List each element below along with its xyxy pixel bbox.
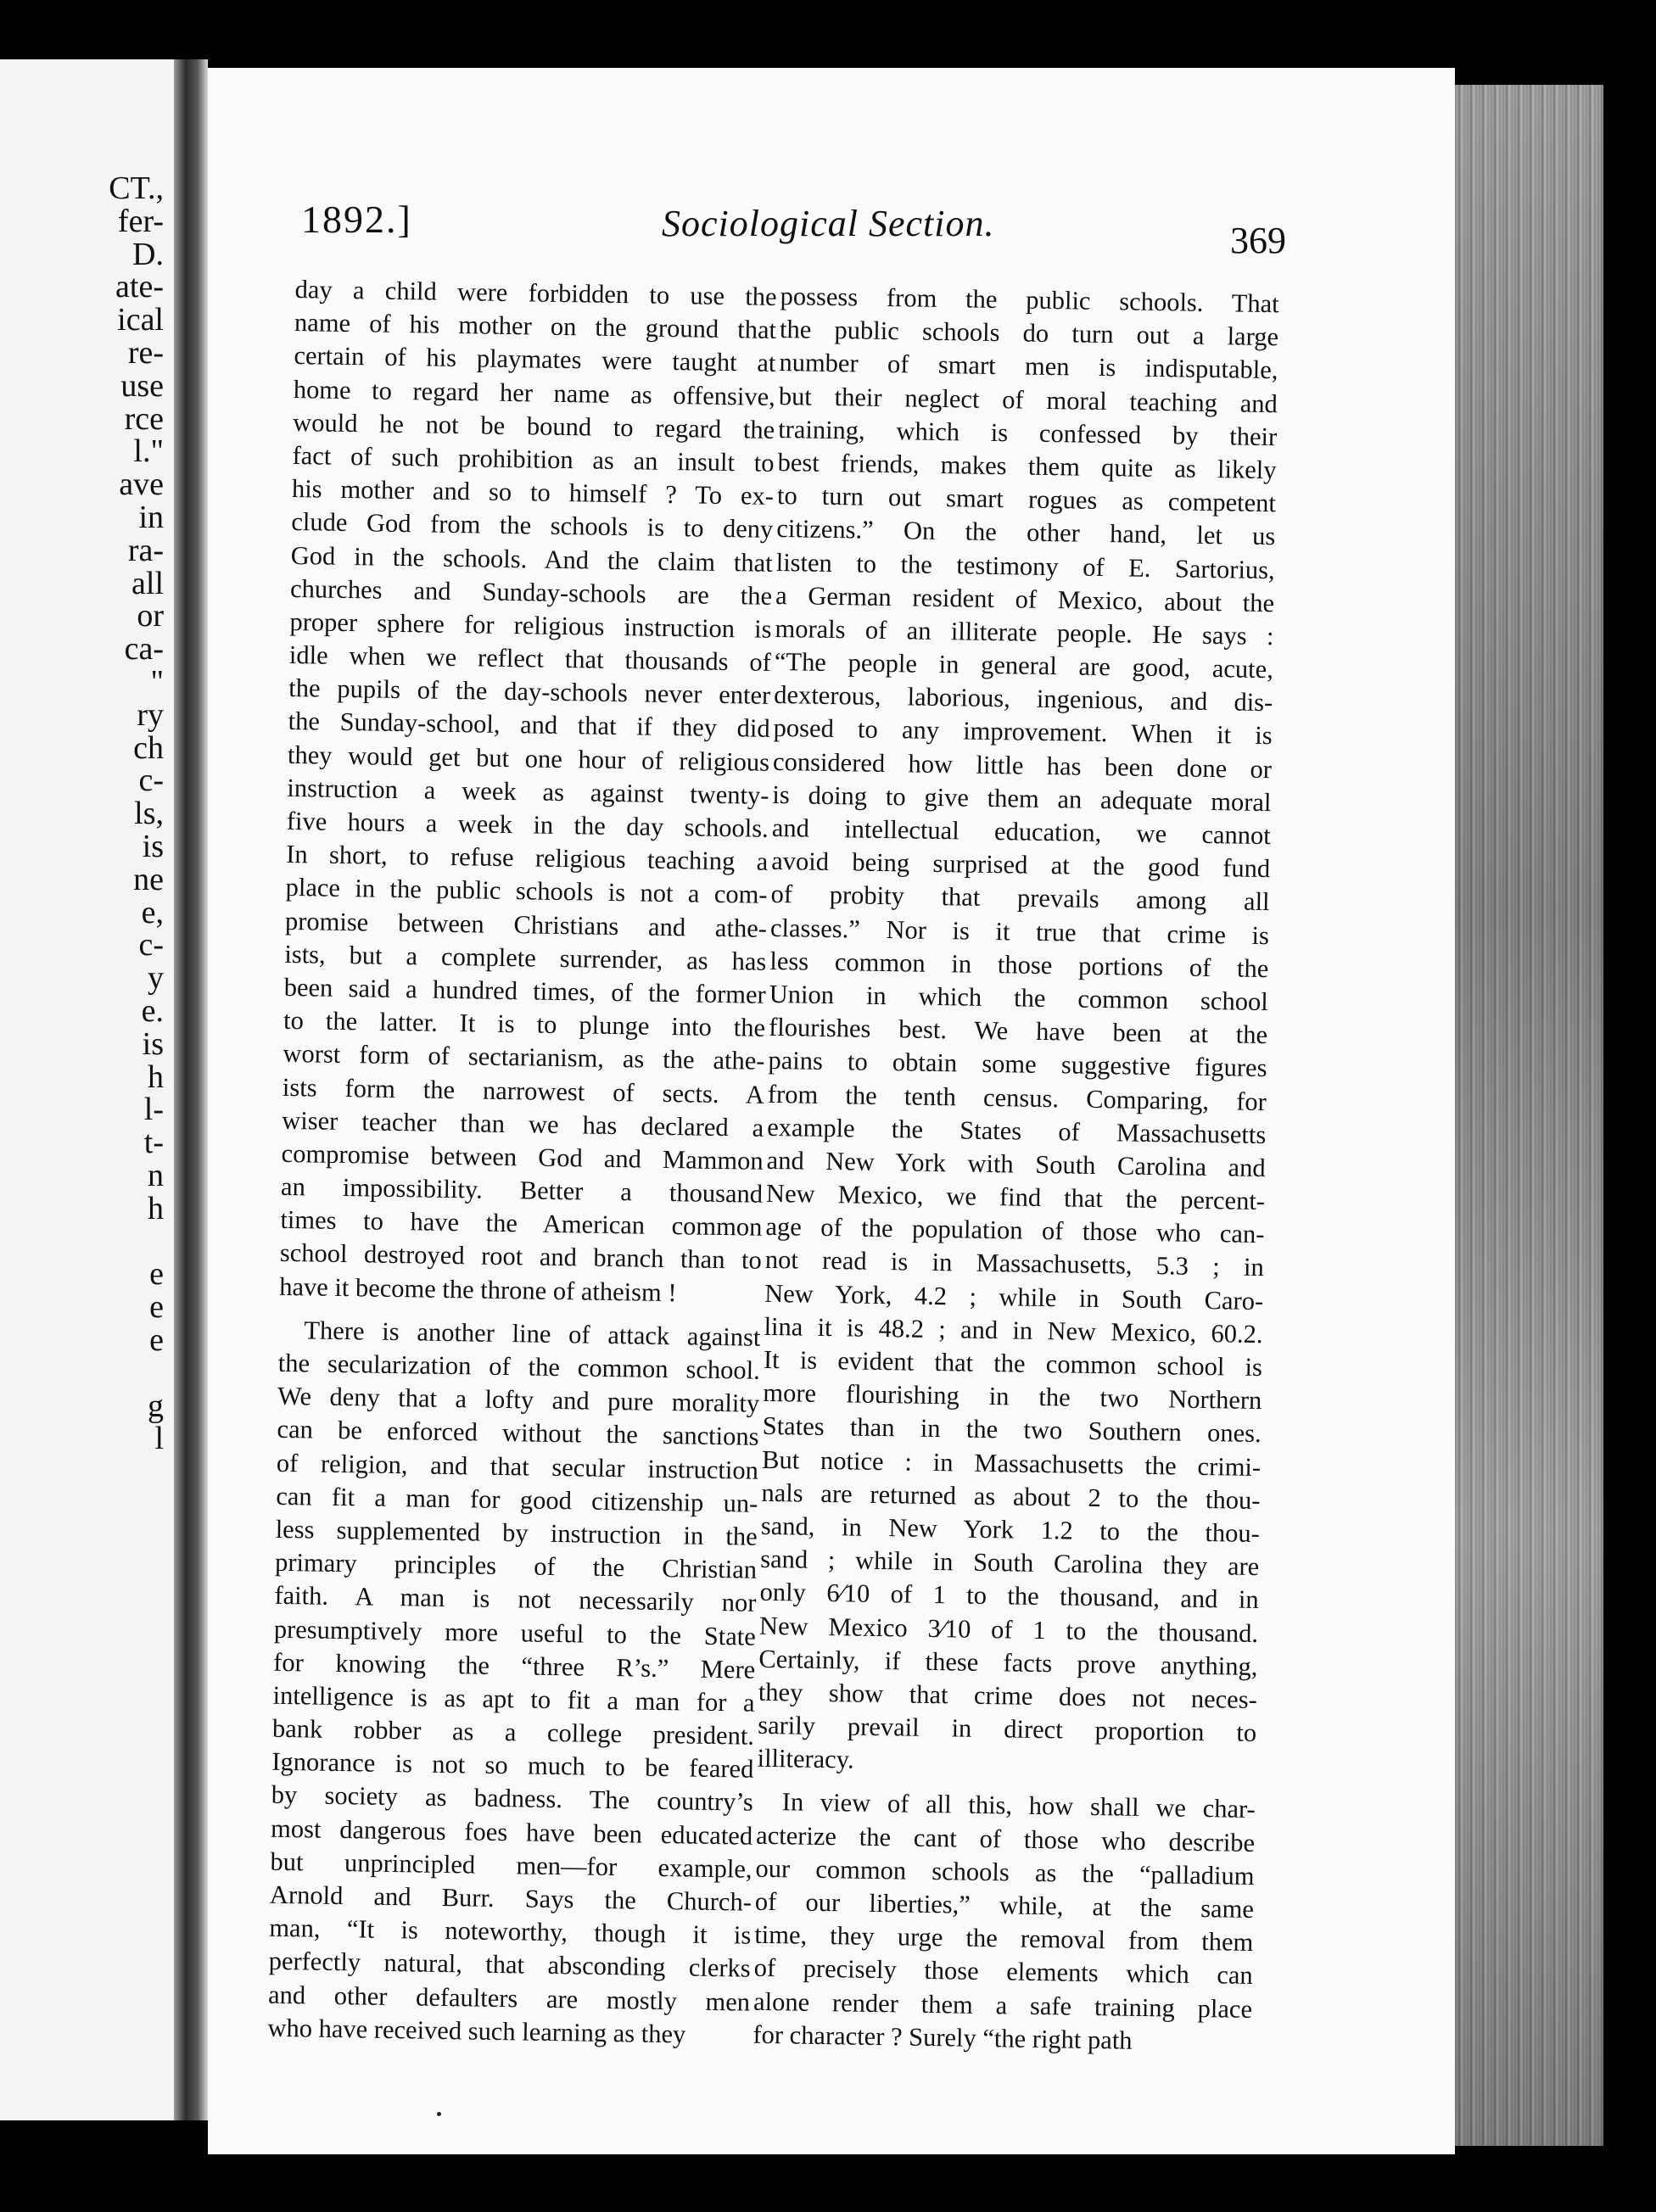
text-line: idle when we reflect that thousands of	[288, 640, 772, 677]
text-line: proper sphere for religious instruction is	[289, 606, 772, 644]
left-page-fragment: re-	[127, 335, 164, 371]
text-line: of our liberties,” while, at the same	[754, 1886, 1255, 1924]
text-line: five hours a week in the day schools.	[286, 806, 769, 843]
left-page-fragment: e,	[141, 894, 164, 930]
text-line: less supplemented by instruction in the	[275, 1514, 758, 1551]
ink-speck	[437, 2112, 441, 2116]
left-page-fragment: or	[137, 598, 164, 634]
text-line: but unprincipled men—for example,	[270, 1846, 752, 1884]
text-line: is doing to give them an adequate moral	[772, 779, 1272, 817]
text-line: training, which is confessed by their	[777, 414, 1278, 451]
running-head-title: Sociological Section.	[662, 203, 995, 244]
text-line: would he not be bound to regard the	[292, 407, 775, 444]
text-line: lina it is 48.2 ; and in New Mexico, 60.2.	[764, 1311, 1263, 1349]
text-line: fact of such prohibition as an insult to	[292, 440, 775, 478]
text-line: times to have the American common	[280, 1205, 763, 1243]
text-line: for character ? Surely “the right path	[752, 2019, 1133, 2055]
left-page-fragment: CT.,	[109, 170, 164, 206]
text-line: have it become the throne of atheism !	[278, 1271, 677, 1307]
text-line: Union in which the common school	[769, 979, 1268, 1017]
left-page-fragment: ical	[117, 302, 164, 338]
text-line: “The people in general are good, acute,	[774, 647, 1274, 684]
left-page-fragment: D.	[132, 236, 164, 272]
text-line: listen to the testimony of E. Sartorius,	[775, 547, 1275, 584]
text-line: by society as badness. The country’s	[271, 1780, 754, 1818]
text-line: certain of his playmates were taught at	[294, 341, 776, 378]
text-line: example the States of Massachusetts	[767, 1112, 1267, 1149]
left-page-fragment: e.	[141, 993, 164, 1029]
text-line: the public schools do turn out a large	[779, 315, 1279, 352]
text-line: and other defaulters are mostly men	[267, 1980, 751, 2017]
text-line: Certainly, if these facts prove anything,	[758, 1644, 1258, 1681]
text-line: There is another line of attack against	[304, 1315, 761, 1352]
left-page-fragment: all	[131, 565, 164, 601]
text-line: place in the public schools is not a com-	[285, 873, 768, 910]
text-line: our common schools as the “palladium	[755, 1853, 1255, 1891]
text-line: time, they urge the removal from them	[754, 1919, 1254, 1958]
text-line: promise between Christians and athe-	[284, 906, 768, 943]
text-line: for knowing the “three R’s.” Mere	[273, 1647, 756, 1684]
text-line: flourishes best. We have been at the	[768, 1013, 1268, 1050]
text-line: States than in the two Southern ones.	[762, 1411, 1262, 1449]
text-line: sand, in New York 1.2 to the thou-	[760, 1511, 1261, 1548]
text-line: the pupils of the day-schools never enter	[288, 673, 771, 711]
left-facing-page	[0, 59, 174, 2120]
left-page-fragment: rce	[124, 400, 164, 437]
text-line: ists form the narrowest of sects. A	[282, 1072, 765, 1109]
text-line: but their neglect of moral teaching and	[778, 381, 1278, 418]
left-page-fragment: c-	[138, 762, 164, 799]
text-column-left	[267, 273, 777, 2053]
page-number: 369	[1230, 220, 1286, 261]
text-line: classes.” Nor is it true that crime is	[769, 913, 1270, 950]
text-line: best friends, makes them quite as likely	[777, 447, 1277, 485]
left-page-fragment: l-	[143, 1092, 164, 1128]
text-line: from the tenth census. Comparing, for	[767, 1079, 1267, 1116]
left-page-fragment: h	[148, 1059, 164, 1095]
text-line: morals of an illiterate people. He says :	[775, 613, 1274, 651]
text-line: alone render them a safe training place	[752, 1986, 1253, 2024]
book-gutter	[174, 59, 208, 2120]
text-line: sand ; while in South Carolina they are	[760, 1544, 1260, 1582]
text-line: New Mexico 3⁄10 of 1 to the thousand.	[758, 1611, 1259, 1648]
text-line: compromise between God and Mammon	[281, 1138, 764, 1176]
left-page-fragment: fer-	[117, 203, 164, 239]
text-line: wiser teacher than we has declared a	[282, 1105, 764, 1142]
text-line: dexterous, laborious, ingenious, and dis-	[774, 680, 1273, 718]
text-line: age of the population of those who can-	[765, 1212, 1265, 1249]
text-column-right	[752, 280, 1279, 2059]
text-line: they would get but one hour of religious	[287, 740, 770, 777]
left-page-fragment: y	[148, 960, 164, 997]
text-line: avoid being surprised at the good fund	[770, 846, 1271, 884]
text-line: It is evident that the common school is	[763, 1344, 1263, 1382]
text-line: the secularization of the common school.	[277, 1348, 761, 1385]
left-page-fragment: l."	[133, 433, 164, 470]
text-line: of precisely those elements which can	[753, 1953, 1253, 1991]
left-page-fragment: in	[138, 500, 164, 535]
text-line: worst form of sectarianism, as the athe-	[283, 1039, 765, 1076]
left-page-fragment: use	[120, 367, 164, 404]
text-line: school destroyed root and branch than to	[279, 1238, 763, 1276]
text-line: New York, 4.2 ; while in South Caro-	[764, 1278, 1264, 1315]
text-line: God in the schools. And the claim that	[290, 540, 773, 578]
text-line: most dangerous foes have been educated	[270, 1813, 753, 1851]
running-head-year: 1892.]	[301, 198, 412, 241]
text-line: possess from the public schools. That	[780, 281, 1279, 319]
text-line: We deny that a lofty and pure morality	[277, 1382, 760, 1418]
text-line: of probity that prevails among all	[770, 880, 1270, 917]
left-page-fragment: e	[149, 1322, 164, 1358]
text-line: and intellectual education, we cannot	[771, 813, 1272, 851]
page-edge-shading	[1455, 85, 1603, 2146]
text-line: they show that crime does not neces-	[758, 1677, 1258, 1714]
text-line: New Mexico, we find that the percent-	[765, 1178, 1266, 1216]
text-line: home to regard her name as offensive,	[293, 374, 776, 411]
left-page-fragment: ave	[119, 466, 164, 503]
left-page-fragment: ate-	[115, 269, 164, 305]
text-line: an impossibility. Better a thousand	[280, 1171, 764, 1209]
text-line: of religion, and that secular instruction	[276, 1448, 759, 1485]
text-line: nals are returned as about 2 to the thou-	[761, 1477, 1261, 1515]
text-line: only 6⁄10 of 1 to the thousand, and in	[759, 1578, 1259, 1615]
text-line: and New York with South Carolina and	[766, 1145, 1266, 1182]
text-line: to turn out smart rogues as competent	[776, 481, 1277, 518]
text-line: can fit a man for good citizenship un-	[276, 1481, 758, 1518]
text-line: faith. A man is not necessarily nor	[274, 1581, 757, 1618]
left-page-fragment: e	[149, 1256, 164, 1293]
text-line: Arnold and Burr. Says the Church-	[269, 1880, 752, 1917]
left-page-fragment: ne	[133, 861, 164, 897]
text-line: perfectly natural, that absconding clerks	[268, 1947, 751, 1984]
left-page-fragment: ca-	[124, 631, 164, 668]
text-line: day a child were forbidden to use the	[294, 274, 777, 311]
left-page-fragment: is	[142, 1025, 164, 1062]
text-line: number of smart men is indisputable,	[779, 348, 1278, 385]
text-line: who have received such learning as they	[267, 2013, 686, 2049]
text-line: primary principles of the Christian	[274, 1547, 758, 1584]
left-page-fragment: ry	[137, 696, 164, 733]
text-line: pains to obtain some suggestive figures	[768, 1046, 1267, 1083]
text-line: his mother and so to himself ? To ex-	[291, 474, 775, 511]
text-line: illiteracy.	[757, 1744, 854, 1774]
text-line: less common in those portions of the	[769, 946, 1269, 983]
left-page-fragment: ra-	[127, 532, 164, 568]
text-line: a German resident of Mexico, about the	[775, 580, 1275, 617]
text-line: clude God from the schools is to deny	[291, 507, 774, 545]
text-line: posed to any improvement. When it is	[773, 713, 1273, 751]
text-line: acterize the cant of those who describe	[755, 1820, 1256, 1857]
text-line: presumptively more useful to the State	[273, 1614, 757, 1651]
text-line: to the latter. It is to plunge into the	[283, 1006, 766, 1042]
left-page-fragment: h	[148, 1190, 164, 1226]
text-line: In view of all this, how shall we char-	[781, 1787, 1256, 1824]
left-page-fragment: t-	[143, 1125, 164, 1161]
text-line: more flourishing in the two Northern	[763, 1378, 1262, 1416]
left-page-fragment: ch	[133, 729, 164, 766]
text-line: bank robber as a college president.	[271, 1713, 755, 1751]
left-page-fragment: c-	[138, 927, 164, 964]
text-line: intelligence is as apt to fit a man for a	[272, 1680, 755, 1718]
text-line: considered how little has been done or	[772, 746, 1273, 784]
text-line: In short, to refuse religious teaching a	[285, 840, 769, 877]
left-page-fragment: n	[148, 1158, 164, 1193]
text-line: man, “It is noteworthy, though it is	[269, 1913, 752, 1950]
text-line: ists, but a complete surrender, as has	[284, 939, 767, 976]
text-line: Ignorance is not so much to be feared	[271, 1747, 754, 1784]
left-page-fragment: is	[142, 829, 164, 864]
left-page-fragment: l	[154, 1421, 164, 1457]
text-line: churches and Sunday-schools are the	[289, 573, 773, 611]
left-page-fragment: e	[149, 1289, 164, 1326]
text-line: sarily prevail in direct proportion to	[757, 1710, 1257, 1748]
left-page-fragment: g	[148, 1388, 164, 1424]
text-line: the Sunday-school, and that if they did	[288, 707, 770, 744]
text-line: instruction a week as against twenty-	[287, 773, 769, 810]
text-line: not read is in Massachusetts, 5.3 ; in	[764, 1245, 1265, 1282]
text-line: been said a hundred times, of the former	[283, 972, 766, 1009]
left-page-fragment: ls,	[134, 796, 164, 832]
left-page-fragment: "	[150, 664, 164, 700]
text-line: name of his mother on the ground that	[294, 308, 777, 345]
text-line: citizens.” On the other hand, let us	[776, 514, 1276, 551]
text-line: But notice : in Massachusetts the crimi-	[761, 1444, 1262, 1482]
text-line: can be enforced without the sanctions	[277, 1415, 759, 1452]
